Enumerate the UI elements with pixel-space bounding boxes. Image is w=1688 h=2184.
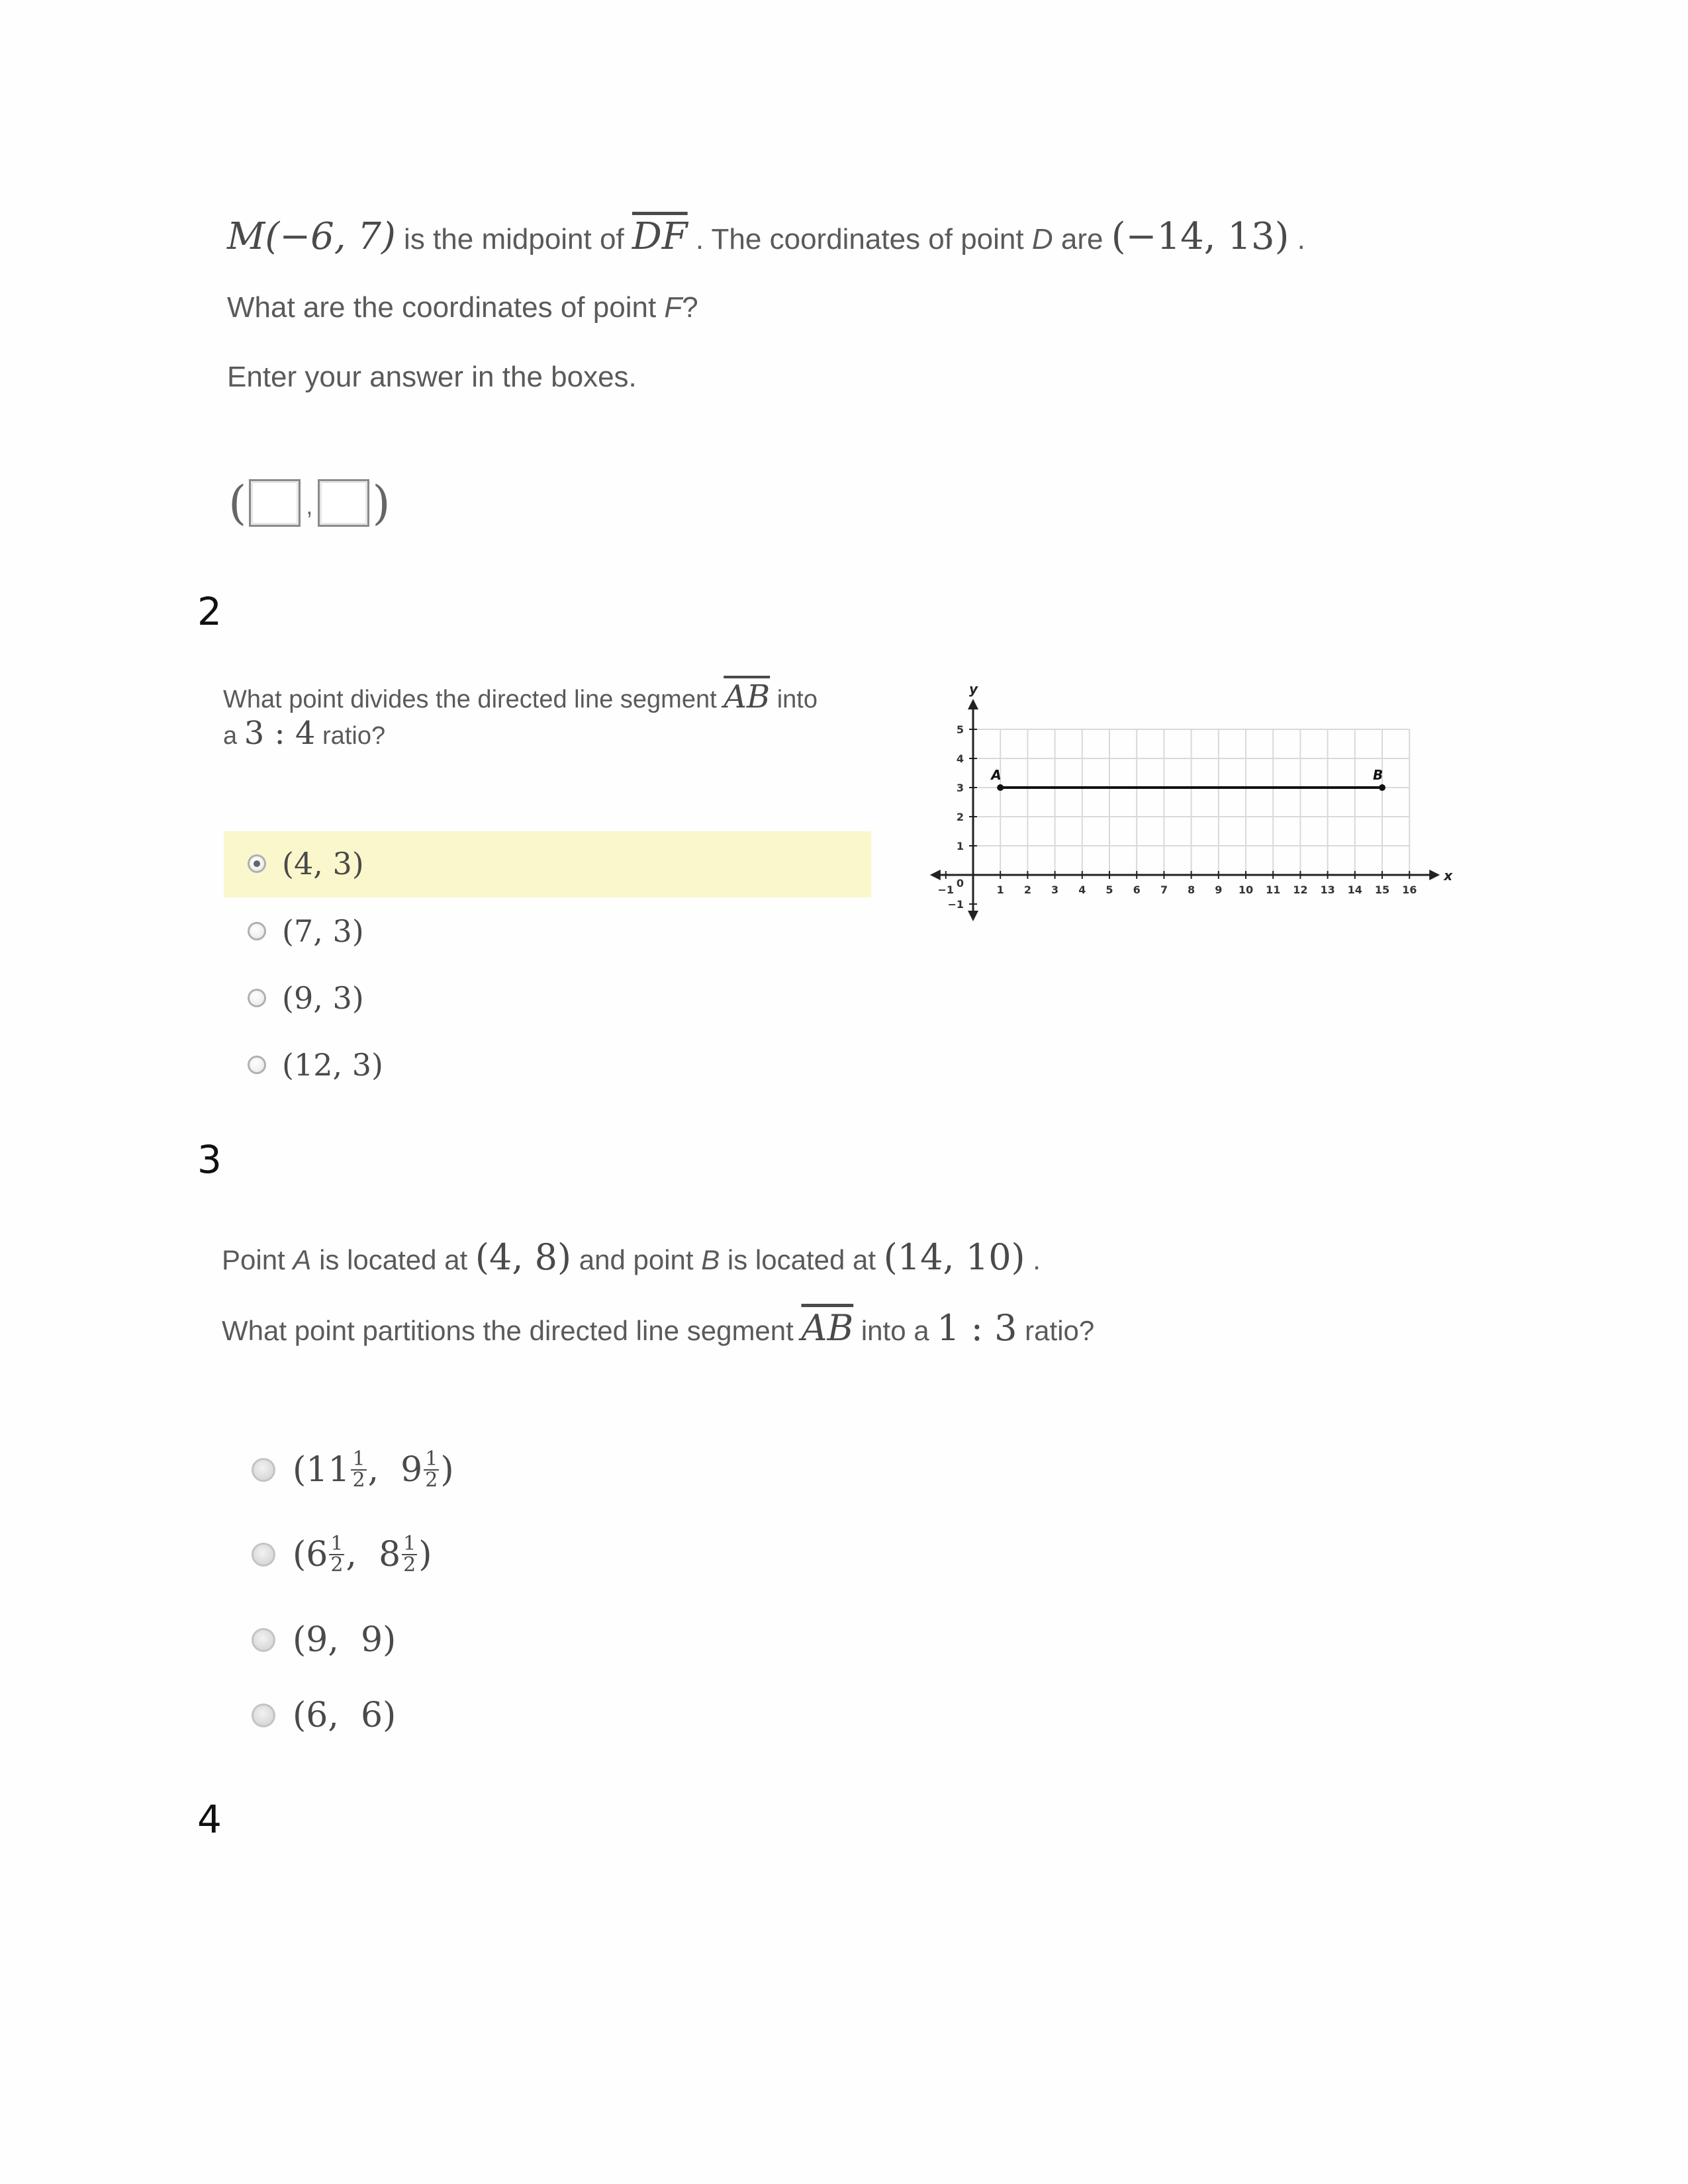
radio-icon[interactable] xyxy=(252,1543,275,1567)
x-tick-label: −1 xyxy=(937,884,955,896)
q3-text-line2: What point partitions the directed line segment $\overline{AB}$ into a 1 : 3 ratio? xyxy=(222,1307,1095,1349)
x-tick-label: 6 xyxy=(1133,884,1141,896)
fraction: $\frac{1}{2}$ xyxy=(403,1532,416,1576)
fraction: $\frac{1}{2}$ xyxy=(352,1447,365,1492)
x-tick-label: 5 xyxy=(1105,884,1113,896)
q2-option-3[interactable]: (9, 3) xyxy=(248,980,364,1016)
x-tick-label: 4 xyxy=(1078,884,1086,896)
q2-option-1[interactable]: (4, 3) xyxy=(248,846,364,882)
ratio-3-4: 3 : 4 xyxy=(244,715,316,752)
q3-option-4[interactable]: (6, 6) xyxy=(252,1696,396,1735)
question-number-4: 4 xyxy=(197,1797,222,1842)
y-tick-label: 4 xyxy=(956,752,964,765)
q2-option-4[interactable]: (12, 3) xyxy=(248,1047,383,1083)
q3-option-1[interactable]: ( 11 $\frac{1}{2}$ , 9 $\frac{1}{2}$ ) xyxy=(252,1449,454,1490)
q3-text-line1: Point A is located at (4, 8) and point B is located at (14, 10) . xyxy=(222,1236,1041,1278)
x-tick-label: 8 xyxy=(1188,884,1196,896)
radio-icon[interactable] xyxy=(252,1458,275,1482)
q2-option-2[interactable]: (7, 3) xyxy=(248,913,364,949)
x-tick-label: 11 xyxy=(1266,884,1281,896)
origin-label: 0 xyxy=(956,877,964,889)
point-label-b: B xyxy=(1373,767,1383,783)
y-axis-arrow-up xyxy=(968,699,978,709)
y-tick-label: −1 xyxy=(947,898,964,911)
segment-ab: $\overline{AB}$ xyxy=(801,1307,854,1349)
point-b xyxy=(1379,784,1385,791)
question-number-3: 3 xyxy=(197,1137,222,1182)
y-tick-label: 1 xyxy=(956,840,964,852)
q2-text-line2: a 3 : 4 ratio? xyxy=(223,715,386,752)
y-answer-input[interactable] xyxy=(318,479,369,527)
question-number-2: 2 xyxy=(197,589,222,634)
x-axis-arrow-right xyxy=(1429,870,1440,880)
segment-df: $\overline{DF}$ xyxy=(632,215,688,258)
y-tick-label: 2 xyxy=(956,811,964,823)
radio-selected-icon[interactable] xyxy=(248,854,266,873)
q1-instruction: Enter your answer in the boxes. xyxy=(227,361,637,393)
x-tick-label: 9 xyxy=(1215,884,1223,896)
x-axis-arrow-left xyxy=(930,870,941,880)
x-tick-label: 1 xyxy=(996,884,1004,896)
x-tick-label: 3 xyxy=(1051,884,1059,896)
x-axis-label: x xyxy=(1444,868,1453,884)
x-tick-label: 2 xyxy=(1023,884,1031,896)
y-tick-label: 3 xyxy=(956,782,964,794)
ratio-1-3: 1 : 3 xyxy=(937,1307,1017,1349)
y-axis-label: y xyxy=(969,681,978,697)
point-d: (−14, 13) xyxy=(1111,215,1289,258)
q2-text-line1: What point divides the directed line segment $\overline{AB}$ into xyxy=(223,678,818,715)
x-tick-label: 7 xyxy=(1160,884,1168,896)
midpoint-m: M(−6, 7) xyxy=(227,215,396,258)
q1-statement: M(−6, 7) is the midpoint of $\overline{DF}$ . The coordinates of point D are (−14, 13) . xyxy=(227,215,1305,258)
x-tick-label: 14 xyxy=(1347,884,1362,896)
fraction: $\frac{1}{2}$ xyxy=(425,1447,438,1492)
x-tick-label: 15 xyxy=(1374,884,1390,896)
y-tick-label: 5 xyxy=(956,723,964,736)
radio-icon[interactable] xyxy=(248,1056,266,1074)
x-tick-label: 12 xyxy=(1293,884,1308,896)
point-a: (4, 8) xyxy=(475,1236,572,1278)
q1-answer-row: ( , ) xyxy=(228,476,391,530)
radio-icon[interactable] xyxy=(252,1628,275,1652)
point-label-a: A xyxy=(991,767,1002,783)
q3-option-2[interactable]: ( 6 $\frac{1}{2}$ , 8 $\frac{1}{2}$ ) xyxy=(252,1534,432,1575)
fraction: $\frac{1}{2}$ xyxy=(330,1532,344,1576)
radio-icon[interactable] xyxy=(248,989,266,1007)
q3-option-3[interactable]: (9, 9) xyxy=(252,1620,396,1660)
x-tick-label: 13 xyxy=(1320,884,1335,896)
coordinate-graph xyxy=(920,668,1476,933)
y-axis-arrow-down xyxy=(968,911,978,921)
x-tick-label: 10 xyxy=(1238,884,1254,896)
point-a xyxy=(997,784,1004,791)
point-b: (14, 10) xyxy=(883,1236,1025,1278)
x-tick-label: 16 xyxy=(1402,884,1417,896)
q1-question: What are the coordinates of point F? xyxy=(227,291,698,324)
x-answer-input[interactable] xyxy=(249,479,301,527)
radio-icon[interactable] xyxy=(252,1704,275,1727)
radio-icon[interactable] xyxy=(248,922,266,940)
segment-ab: $\overline{AB}$ xyxy=(724,678,771,715)
